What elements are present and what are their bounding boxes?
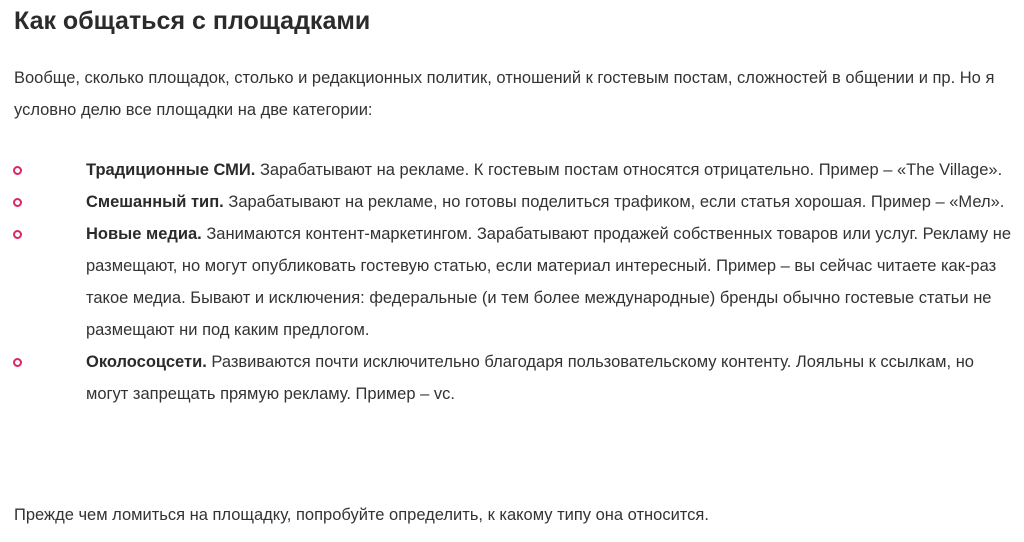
item-title: Традиционные СМИ. [86,161,256,179]
item-title: Околосоцсети. [86,353,207,371]
list-item-new-media [0,218,1024,346]
ring-bullet-icon [13,358,22,367]
item-text: Зарабатывают на рекламе, но готовы поделиться трафиком, если статья хорошая. Пример – «Мел». [223,193,1005,211]
item-text: Развиваются почти исключительно благодаря пользовательскому контенту. Лояльны к ссылкам, но могут запрещать прямую рекламу. Пример – vc. [86,353,974,403]
list-item-mixed-type [0,186,1024,218]
list-item-traditional-media [0,154,1024,186]
ring-bullet-icon [13,166,22,175]
item-text: Зарабатывают на рекламе. К гостевым постам относятся отрицательно. Пример – «The Village». [255,161,1003,179]
item-title: Смешанный тип. [86,193,224,211]
item-text: Занимаются контент-маркетингом. Зарабатывают продажей собственных товаров или услуг. Рекламу не размещают, но могут опубликовать гостевую статью, если материал интересный. Пример – вы сейчас читаете как-раз такое медиа. Бывают и исключения: федеральные (и тем более международные) бренды обычно гостевые статьи не размещают ни под каким предлогом. [86,225,1011,339]
ring-bullet-icon [13,230,22,239]
list-item-near-social [0,346,1024,410]
category-list [0,154,1024,410]
page-title: Как общаться с площадками [14,7,371,35]
item-title: Новые медиа. [86,225,202,243]
outro-paragraph: Прежде чем ломиться на площадку, попробуйте определить, к какому типу она относится. [14,506,709,524]
ring-bullet-icon [13,198,22,207]
intro-paragraph: Вообще, сколько площадок, столько и редакционных политик, отношений к гостевым постам, сложностей в общении и пр. Но я условно делю все площадки на две категории: [14,69,995,119]
